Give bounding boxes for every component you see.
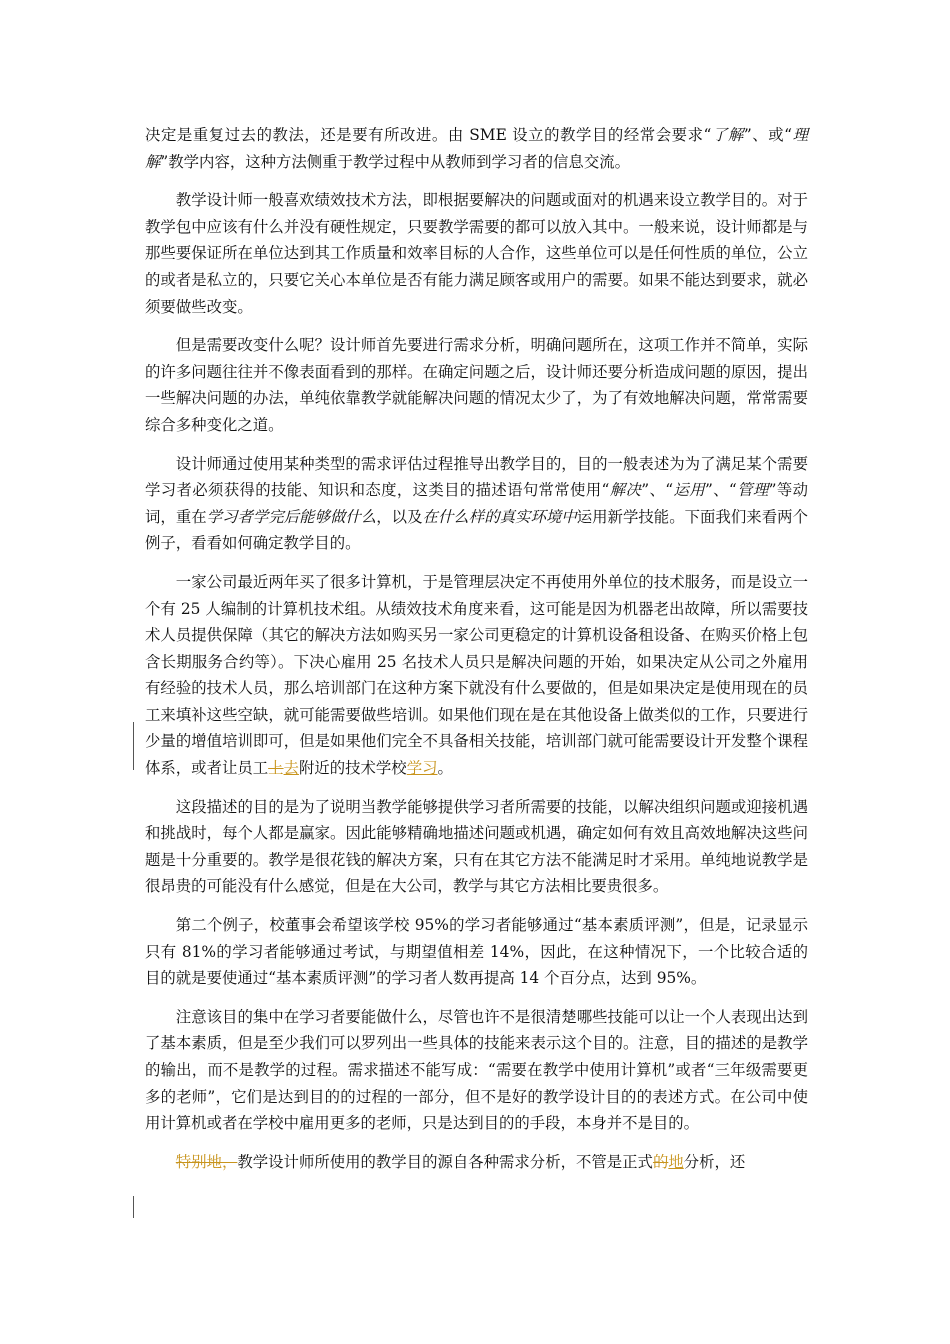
paragraph xyxy=(145,187,808,320)
text-run: 决定是重复过去的教法，还是要有所改进。由 SME 设立的教学目的经常会要求“ xyxy=(145,126,712,144)
inserted-text: 去 xyxy=(283,759,299,778)
text-run: 运用新学技能。下面我们来看两个例子，看看如何确定教学目的。 xyxy=(145,507,808,553)
text-run: 设计师通过使用某种类型的需求评估过程推导出教学目的，目的一般表述为为了满足某个需要学习者必须获得的技能、知识和态度，这类目的描述语句常常使用“ xyxy=(145,454,808,500)
text-run: 附近的技术学校 xyxy=(298,759,407,778)
text-run: ，以及 xyxy=(376,507,423,526)
inserted-text: 地 xyxy=(668,1152,684,1171)
paragraph xyxy=(145,451,808,557)
change-bar xyxy=(133,1196,134,1218)
text-run: 一家公司最近两年买了很多计算机，于是管理层决定不再使用外单位的技术服务，而是设立一个有 25 人编制的计算机技术组。从绩效技术角度来看，这可能是因为机器老出故障，所以需要技术人员提供保障（其它的解决方法如购买另一家公司更稳定的计算机设备租设备、在购买价格上包含长期服务合约等）。下决心雇用 25 名技术人员只是解决问题的开始，如果决定从公司之外雇用有经验的技术人员，那么培训部门在这种方案下就没有什么要做的，但是如果决定是使用现在的员工来填补这些空缺，就可能需要做些培训。如果他们现在是在其他设备上做类似的工作，只要进行少量的增值培训即可，但是如果他们完全不具备相关技能，培训部门就可能需要设计开发整个课程体系，或者让员工 xyxy=(145,572,808,778)
paragraph xyxy=(145,122,808,175)
text-run: 教学设计师所使用的教学目的源自各种需求分析，不管是正式 xyxy=(237,1152,653,1171)
deleted-text: 特别地， xyxy=(175,1152,238,1171)
inserted-text: 学习 xyxy=(406,759,438,778)
text-run: ”教学内容，这种方法侧重于教学过程中从教师到学习者的信息交流。 xyxy=(160,152,630,171)
deleted-text: 的 xyxy=(652,1152,669,1171)
text-run: 但是需要改变什么呢？设计师首先要进行需求分析，明确问题所在，这项工作并不简单，实际的许多问题往往并不像表面看到的那样。在确定问题之后，设计师还要分析造成问题的原因，提出一些解决问题的办法，单纯依靠教学就能解决问题的情况太少了，为了有效地解决问题，常常需要综合多种变化之道。 xyxy=(145,336,808,434)
document-page xyxy=(145,122,808,1187)
text-run: ”等动词，重在 xyxy=(145,481,808,526)
text-run: 第二个例子，校董事会希望该学校 95%的学习者能够通过“基本素质评测”，但是，记录显示只有 81%的学习者能够通过考试，与期望值相差 14%，因此，在这种情况下，一个比较合适的目的就是要使通过“基本素质评测”的学习者人数再提高 14 个百分点，达到 95%。 xyxy=(145,916,808,988)
change-bar xyxy=(133,722,134,770)
italic-term: 了解 xyxy=(711,126,744,144)
paragraph xyxy=(145,794,808,900)
text-run: 。 xyxy=(437,759,453,778)
text-run: ”、“ xyxy=(641,481,674,500)
text-run: 这段描述的目的是为了说明当教学能够提供学习者所需要的技能，以解决组织问题或迎接机遇和挑战时，每个人都是赢家。因此能够精确地描述问题或机遇，确定如何有效且高效地解决这些问题是十分重要的。教学是很花钱的解决方案，只有在其它方法不能满足时才采用。单纯地说教学是很昂贵的可能没有什么感觉，但是在大公司，教学与其它方法相比要贵很多。 xyxy=(145,797,808,896)
text-run: 教学设计师一般喜欢绩效技术方法，即根据要解决的问题或面对的机遇来设立教学目的。对于教学包中应该有什么并没有硬性规定，只要教学需要的都可以放入其中。一般来说，设计师都是与那些要保证所在单位达到其工作质量和效率目标的人合作，这些单位可以是任何性质的单位，公立的或者是私立的，只要它关心本单位是否有能力满足顾客或用户的需要。如果不能达到要求，就必须要做些改变。 xyxy=(145,191,808,316)
paragraph xyxy=(145,1004,808,1137)
italic-term: 解决 xyxy=(609,481,642,500)
italic-term: 管理 xyxy=(736,481,769,500)
paragraph xyxy=(145,569,808,782)
paragraph xyxy=(145,332,808,438)
italic-term: 理解 xyxy=(145,126,808,171)
deleted-text: 上 xyxy=(268,759,284,778)
italic-term: 运用 xyxy=(673,481,705,500)
text-run: 注意该目的集中在学习者要能做什么，尽管也许不是很清楚哪些技能可以让一个人表现出达到了基本素质，但是至少我们可以罗列出一些具体的技能来表示这个目的。注意，目的描述的是教学的输出，而不是教学的过程。需求描述不能写成：“需要在教学中使用计算机”或者“三年级需要更多的老师”，它们是达到目的的过程的一部分，但不是好的教学设计目的的表述方式。在公司中使用计算机或者在学校中雇用更多的老师，只是达到目的的手段，本身并不是目的。 xyxy=(145,1007,808,1133)
paragraph xyxy=(145,1149,808,1176)
italic-phrase: 学习者学完后能够做什么 xyxy=(206,507,377,526)
text-run: 分析，还 xyxy=(683,1152,746,1171)
text-run: ”、“ xyxy=(704,481,737,500)
text-run: ”、或“ xyxy=(743,126,793,144)
italic-phrase: 在什么样的真实环境中 xyxy=(422,507,577,526)
paragraph xyxy=(145,912,808,992)
